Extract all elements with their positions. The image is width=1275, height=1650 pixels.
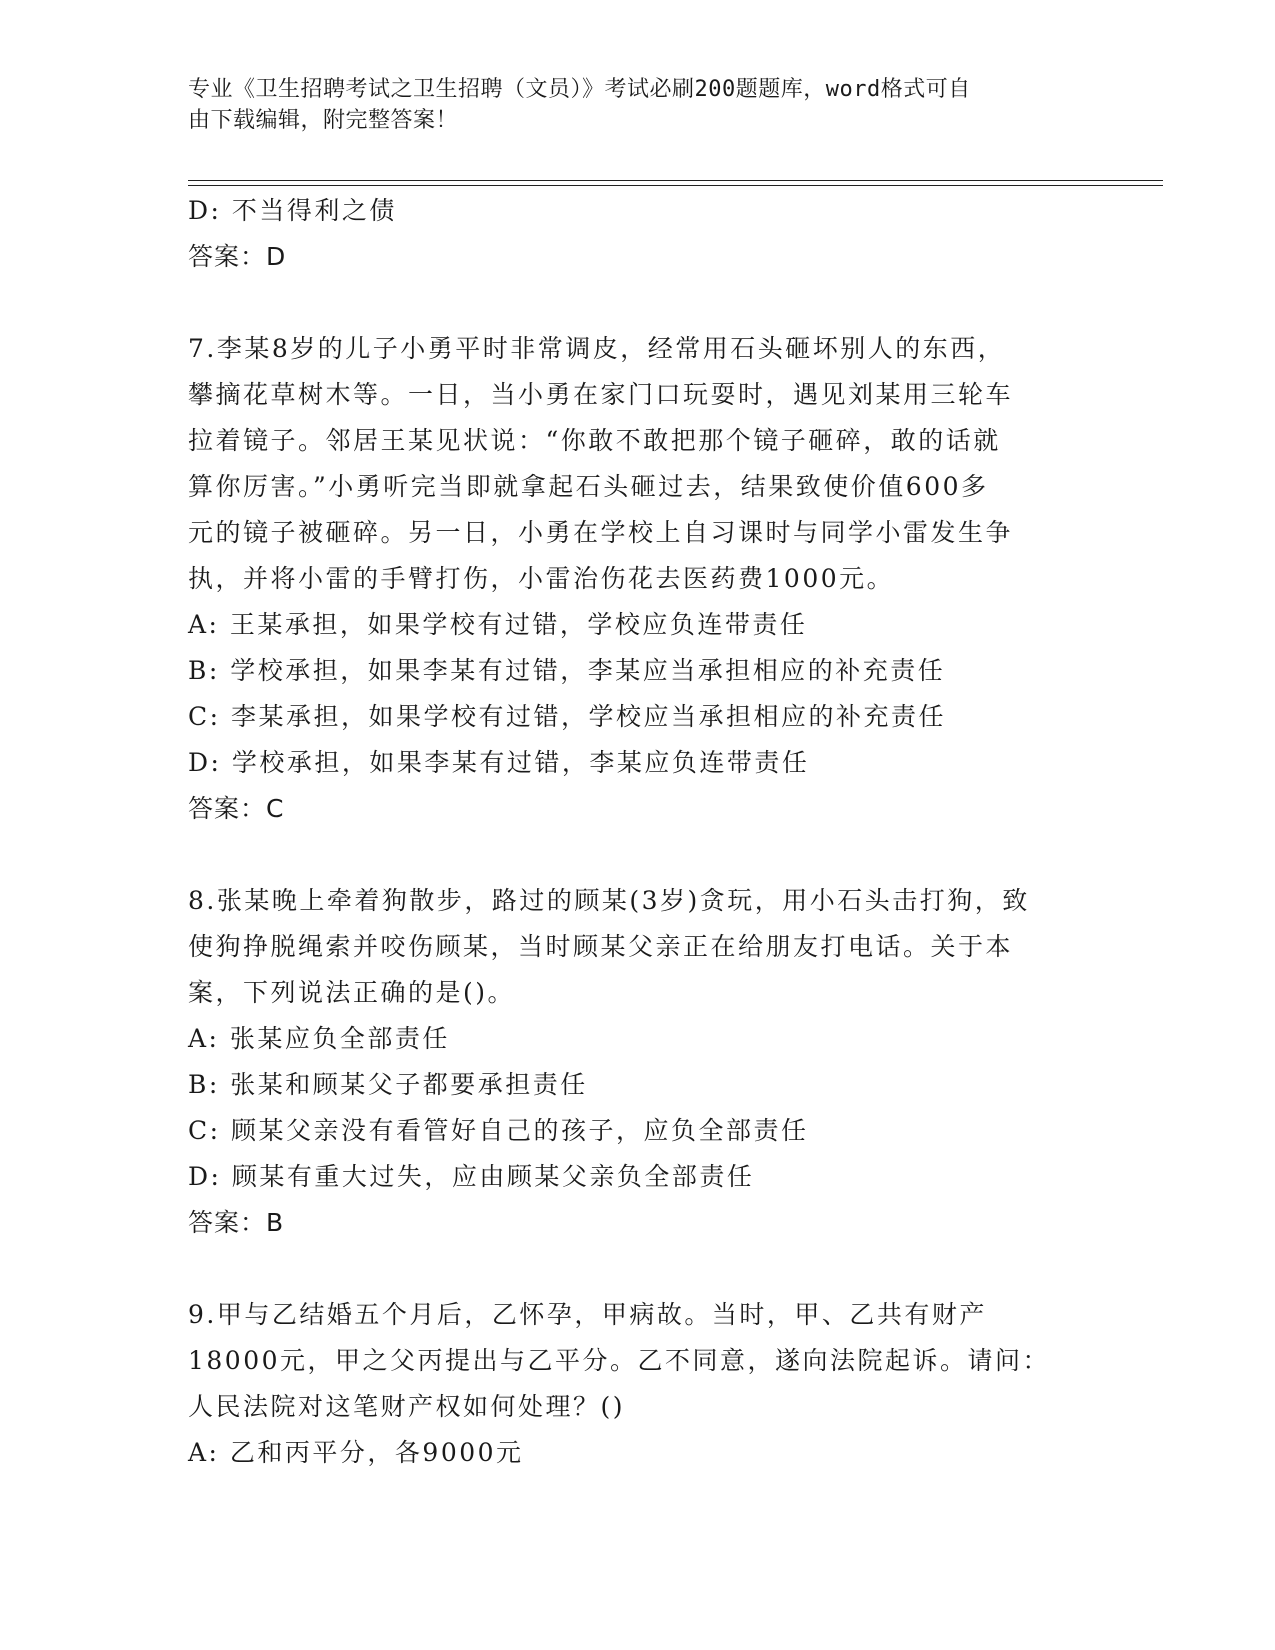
header-line-2: 由下载编辑，附完整答案！ bbox=[188, 108, 459, 133]
question-8 bbox=[188, 878, 1088, 1246]
answer-line: 答案：C bbox=[188, 794, 285, 823]
question-stem-line: 攀摘花草树木等。一日，当小勇在家门口玩耍时，遇见刘某用三轮车 bbox=[188, 380, 1014, 409]
option-a: A: 张某应负全部责任 bbox=[188, 1024, 450, 1053]
header-line-1: 专业《卫生招聘考试之卫生招聘（文员）》考试必刷200题题库，word格式可自 bbox=[188, 77, 971, 102]
question-stem-line: 算你厉害。”小勇听完当即就拿起石头砸过去，结果致使价值600多 bbox=[188, 472, 989, 501]
question-spacer bbox=[188, 280, 1088, 326]
option-d: D: 不当得利之债 bbox=[188, 196, 397, 225]
question-9 bbox=[188, 1292, 1088, 1476]
option-a: A: 王某承担，如果学校有过错，学校应负连带责任 bbox=[188, 610, 808, 639]
answer-line: 答案：B bbox=[188, 1208, 285, 1237]
question-spacer bbox=[188, 832, 1088, 878]
document-body bbox=[188, 188, 1088, 1476]
question-6-tail bbox=[188, 188, 1088, 280]
question-stem-line: 案，下列说法正确的是()。 bbox=[188, 978, 516, 1007]
question-stem-line: 18000元，甲之父丙提出与乙平分。乙不同意，遂向法院起诉。请问： bbox=[188, 1346, 1051, 1375]
question-stem-line: 执，并将小雷的手臂打伤，小雷治伤花去医药费1000元。 bbox=[188, 564, 895, 593]
option-d: D: 顾某有重大过失，应由顾某父亲负全部责任 bbox=[188, 1162, 755, 1191]
question-stem-line: 元的镜子被砸碎。另一日，小勇在学校上自习课时与同学小雷发生争 bbox=[188, 518, 1014, 547]
option-c: C: 李某承担，如果学校有过错，学校应当承担相应的补充责任 bbox=[188, 702, 947, 731]
question-7 bbox=[188, 326, 1088, 832]
option-a: A: 乙和丙平分，各9000元 bbox=[188, 1438, 524, 1467]
question-stem-line: 使狗挣脱绳索并咬伤顾某，当时顾某父亲正在给朋友打电话。关于本 bbox=[188, 932, 1014, 961]
answer-line: 答案：D bbox=[188, 242, 287, 271]
option-d: D: 学校承担，如果李某有过错，李某应负连带责任 bbox=[188, 748, 810, 777]
option-b: B: 学校承担，如果李某有过错，李某应当承担相应的补充责任 bbox=[188, 656, 946, 685]
question-stem-line: 7.李某8岁的儿子小勇平时非常调皮，经常用石头砸坏别人的东西， bbox=[188, 334, 1006, 363]
question-stem-line: 9.甲与乙结婚五个月后，乙怀孕，甲病故。当时，甲、乙共有财产 bbox=[188, 1300, 987, 1329]
option-c: C: 顾某父亲没有看管好自己的孩子，应负全部责任 bbox=[188, 1116, 809, 1145]
question-stem-line: 8.张某晚上牵着狗散步，路过的顾某(3岁)贪玩，用小石头击打狗，致 bbox=[188, 886, 1030, 915]
question-stem-line: 拉着镜子。邻居王某见状说：“你敢不敢把那个镜子砸碎，敢的话就 bbox=[188, 426, 1001, 455]
option-b: B: 张某和顾某父子都要承担责任 bbox=[188, 1070, 588, 1099]
header-divider-bottom bbox=[188, 185, 1163, 186]
header-divider-top bbox=[188, 180, 1163, 181]
question-spacer bbox=[188, 1246, 1088, 1292]
question-stem-line: 人民法院对这笔财产权如何处理？() bbox=[188, 1392, 626, 1421]
page-header bbox=[188, 74, 1068, 136]
